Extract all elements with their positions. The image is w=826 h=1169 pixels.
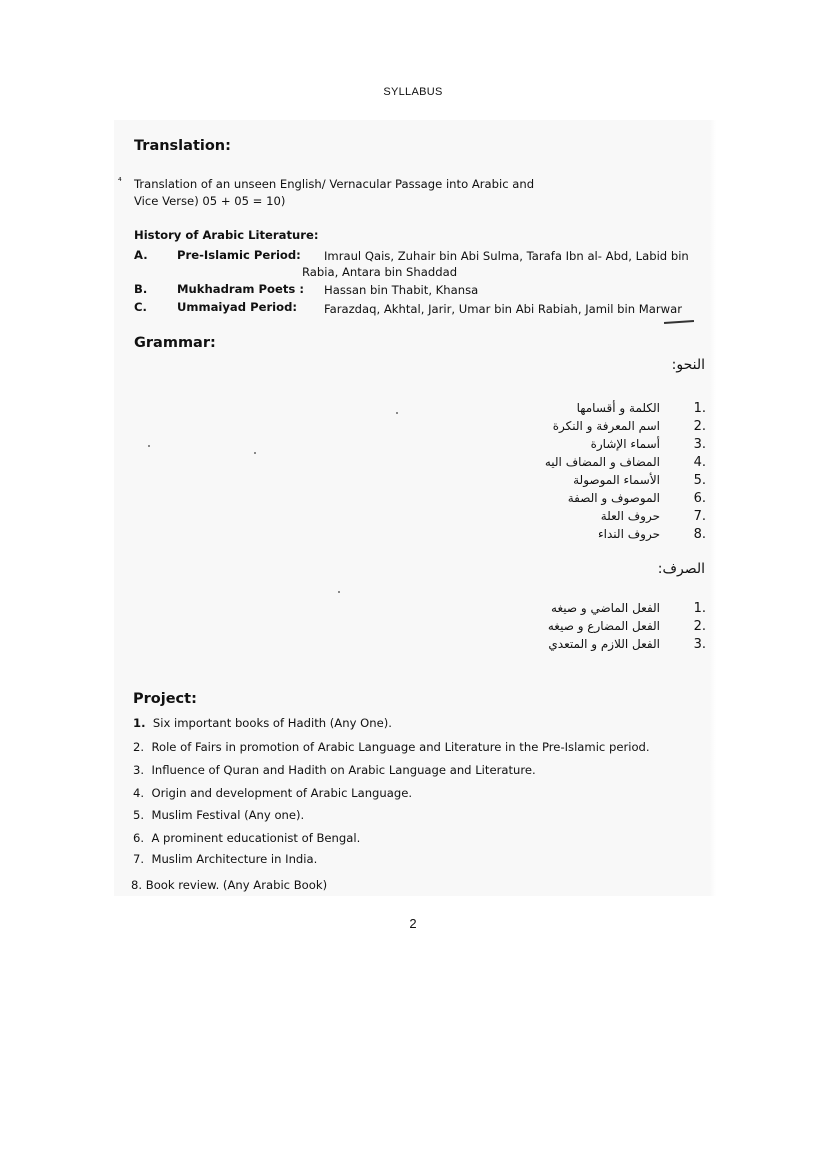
nahw-item-text: الكلمة و أقسامها bbox=[576, 401, 660, 415]
project-item-number: 8. bbox=[131, 878, 143, 892]
scan-speck bbox=[396, 412, 398, 414]
nahw-item-text: المضاف و المضاف اليه bbox=[544, 455, 660, 469]
sarf-heading: الصرف: bbox=[657, 561, 705, 577]
nahw-item-text: الموصوف و الصفة bbox=[567, 491, 660, 505]
grammar-heading: Grammar: bbox=[134, 335, 216, 351]
nahw-item-text: اسم المعرفة و النكرة bbox=[552, 419, 660, 433]
project-item-number: 6. bbox=[133, 831, 145, 845]
project-item bbox=[133, 831, 360, 845]
history-heading: History of Arabic Literature: bbox=[134, 228, 319, 242]
nahw-heading: النحو: bbox=[671, 357, 705, 373]
nahw-item bbox=[500, 401, 710, 419]
sarf-item-number: .2 bbox=[693, 619, 706, 634]
project-item-text: Six important books of Hadith (Any One). bbox=[152, 716, 392, 730]
project-item bbox=[133, 740, 650, 754]
scan-edge bbox=[710, 120, 716, 896]
nahw-item-text: حروف العلة bbox=[600, 509, 660, 523]
project-item-number: 5. bbox=[133, 808, 145, 822]
nahw-item bbox=[500, 491, 710, 509]
sarf-item bbox=[500, 601, 710, 619]
nahw-item-text: الأسماء الموصولة bbox=[573, 473, 660, 487]
project-item-text: Role of Fairs in promotion of Arabic Language and Literature in the Pre-Islamic period. bbox=[151, 740, 650, 754]
project-item-number: 1. bbox=[133, 716, 146, 730]
history-label-mukhadram: Mukhadram Poets : bbox=[177, 282, 304, 296]
translation-line-1: Translation of an unseen English/ Vernacular Passage into Arabic and bbox=[134, 177, 535, 191]
sarf-item-text: الفعل المضارع و صيغه bbox=[547, 619, 660, 633]
nahw-item-number: .7 bbox=[693, 509, 706, 524]
project-item bbox=[133, 852, 317, 866]
project-item bbox=[133, 763, 536, 777]
project-item-number: 3. bbox=[133, 763, 145, 777]
history-value-pre-islamic: Imraul Qais, Zuhair bin Abi Sulma, Tarafa Ibn al- Abd, Labid bin bbox=[324, 249, 689, 263]
history-letter-c: C. bbox=[134, 300, 147, 314]
translation-heading: Translation: bbox=[134, 138, 231, 154]
history-value-pre-islamic-cont: Rabia, Antara bin Shaddad bbox=[302, 265, 458, 279]
scan-speck bbox=[148, 445, 150, 447]
project-item-text: Origin and development of Arabic Language. bbox=[151, 786, 413, 800]
history-letter-a: A. bbox=[134, 248, 148, 262]
nahw-item-number: .6 bbox=[693, 491, 706, 506]
history-value-ummaiyad: Farazdaq, Akhtal, Jarir, Umar bin Abi Rabiah, Jamil bin Marwar bbox=[324, 302, 682, 316]
project-item-text: Influence of Quran and Hadith on Arabic Language and Literature. bbox=[151, 763, 536, 777]
sarf-item-text: الفعل اللازم و المتعدي bbox=[548, 637, 660, 651]
nahw-item-number: .8 bbox=[693, 527, 706, 542]
project-item-number: 7. bbox=[133, 852, 145, 866]
history-value-mukhadram: Hassan bin Thabit, Khansa bbox=[324, 283, 479, 297]
project-item-number: 2. bbox=[133, 740, 145, 754]
nahw-item-number: .4 bbox=[693, 455, 706, 470]
translation-line-2: Vice Verse) 05 + 05 = 10) bbox=[134, 194, 286, 208]
nahw-item bbox=[500, 509, 710, 527]
sarf-item bbox=[500, 619, 710, 637]
nahw-item bbox=[500, 419, 710, 437]
project-item-text: Muslim Festival (Any one). bbox=[151, 808, 305, 822]
project-item bbox=[133, 786, 412, 800]
nahw-item bbox=[500, 437, 710, 455]
sarf-item-number: .1 bbox=[693, 601, 706, 616]
nahw-item bbox=[500, 455, 710, 473]
nahw-item-number: .2 bbox=[693, 419, 706, 434]
sarf-item-number: .3 bbox=[693, 637, 706, 652]
history-label-ummaiyad: Ummaiyad Period: bbox=[177, 300, 298, 314]
history-label-pre-islamic: Pre-Islamic Period: bbox=[177, 248, 301, 262]
nahw-item bbox=[500, 473, 710, 491]
nahw-item-number: .3 bbox=[693, 437, 706, 452]
project-item-text: A prominent educationist of Bengal. bbox=[151, 831, 361, 845]
nahw-item-number: .1 bbox=[693, 401, 706, 416]
nahw-item bbox=[500, 527, 710, 545]
scan-speck bbox=[254, 452, 256, 454]
sarf-item bbox=[500, 637, 710, 655]
sarf-item-text: الفعل الماضي و صيغه bbox=[551, 601, 660, 615]
project-item bbox=[131, 878, 327, 892]
page-number: 2 bbox=[409, 916, 417, 931]
history-letter-b: B. bbox=[134, 282, 148, 296]
page-header-title: SYLLABUS bbox=[383, 86, 443, 98]
project-item-text: Muslim Architecture in India. bbox=[151, 852, 318, 866]
project-heading: Project: bbox=[133, 691, 197, 707]
scan-speck bbox=[338, 591, 340, 593]
nahw-item-text: حروف النداء bbox=[598, 527, 660, 541]
nahw-item-number: .5 bbox=[693, 473, 706, 488]
translation-bullet: ⁴ bbox=[118, 177, 122, 187]
project-item-number: 4. bbox=[133, 786, 145, 800]
nahw-item-text: أسماء الإشارة bbox=[590, 437, 660, 451]
project-item bbox=[133, 716, 392, 730]
project-item bbox=[133, 808, 304, 822]
project-item-text: Book review. (Any Arabic Book) bbox=[145, 878, 328, 892]
